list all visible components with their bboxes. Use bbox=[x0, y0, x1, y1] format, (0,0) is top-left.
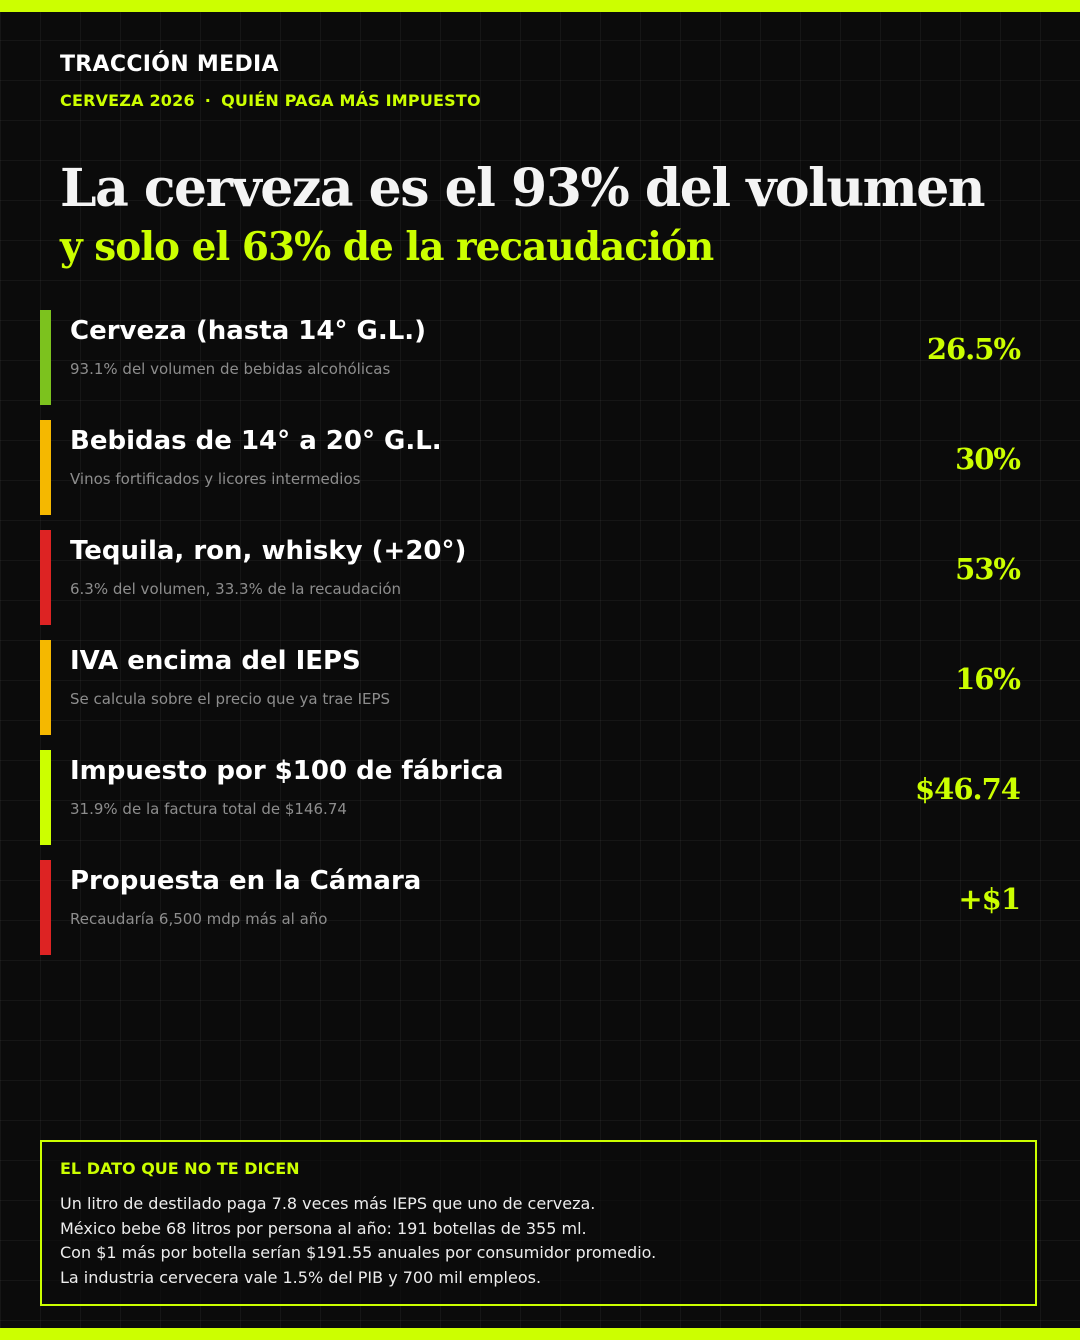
tax-row-destilados bbox=[40, 530, 1020, 625]
callout-line: Un litro de destilado paga 7.8 veces más IEPS que uno de cerveza. bbox=[60, 1194, 596, 1213]
kicker-subtitle: QUIÉN PAGA MÁS IMPUESTO bbox=[221, 91, 481, 110]
row-description: Se calcula sobre el precio que ya trae IEPS bbox=[70, 690, 391, 708]
row-value: +$1 bbox=[958, 882, 1020, 916]
row-value: 26.5% bbox=[926, 332, 1020, 366]
row-label: Tequila, ron, whisky (+20°) bbox=[70, 536, 467, 566]
row-accent-bar bbox=[40, 530, 51, 625]
tax-row-iva bbox=[40, 640, 1020, 735]
row-description: Vinos fortificados y licores intermedios bbox=[70, 470, 361, 488]
callout-line: La industria cervecera vale 1.5% del PIB y 700 mil empleos. bbox=[60, 1267, 542, 1287]
row-accent-bar bbox=[40, 860, 51, 955]
subheadline: y solo el 63% de la recaudación bbox=[60, 224, 714, 270]
kicker-separator: · bbox=[204, 91, 212, 110]
kicker bbox=[60, 91, 481, 110]
row-description: 6.3% del volumen, 33.3% de la recaudación bbox=[70, 580, 402, 598]
row-accent-bar bbox=[40, 310, 51, 405]
row-description: 31.9% de la factura total de $146.74 bbox=[70, 800, 347, 818]
row-accent-bar bbox=[40, 640, 51, 735]
kicker-topic: CERVEZA 2026 bbox=[60, 91, 195, 110]
row-value: 16% bbox=[955, 662, 1020, 696]
row-label: Bebidas de 14° a 20° G.L. bbox=[70, 426, 442, 456]
row-label: IVA encima del IEPS bbox=[70, 646, 361, 676]
fact-callout-box bbox=[40, 1140, 1037, 1306]
row-value: 30% bbox=[955, 442, 1020, 476]
row-description: 93.1% del volumen de bebidas alcohólicas bbox=[70, 360, 391, 378]
row-label: Cerveza (hasta 14° G.L.) bbox=[70, 316, 427, 346]
row-accent-bar bbox=[40, 420, 51, 515]
tax-row-impuesto-por-100 bbox=[40, 750, 1020, 845]
row-label: Propuesta en la Cámara bbox=[70, 866, 422, 896]
tax-row-bebidas-intermedias bbox=[40, 420, 1020, 515]
callout-line: México bebe 68 litros por persona al año: 191 botellas de 355 ml. bbox=[60, 1218, 587, 1238]
bottom-accent-bar bbox=[0, 1328, 1080, 1340]
row-label: Impuesto por $100 de fábrica bbox=[70, 756, 504, 786]
top-accent-bar bbox=[0, 0, 1080, 12]
tax-row-cerveza bbox=[40, 310, 1020, 405]
row-accent-bar bbox=[40, 750, 51, 845]
callout-title: EL DATO QUE NO TE DICEN bbox=[60, 1159, 300, 1178]
callout-body bbox=[60, 1192, 656, 1290]
row-value: 53% bbox=[955, 552, 1020, 586]
row-value: $46.74 bbox=[915, 772, 1020, 806]
callout-line: Con $1 más por botella serían $191.55 anuales por consumidor promedio. bbox=[60, 1243, 657, 1262]
tax-row-propuesta bbox=[40, 860, 1020, 955]
headline: La cerveza es el 93% del volumen bbox=[60, 158, 985, 219]
row-description: Recaudaría 6,500 mdp más al año bbox=[70, 910, 328, 928]
brand-name: TRACCIÓN MEDIA bbox=[60, 52, 279, 77]
